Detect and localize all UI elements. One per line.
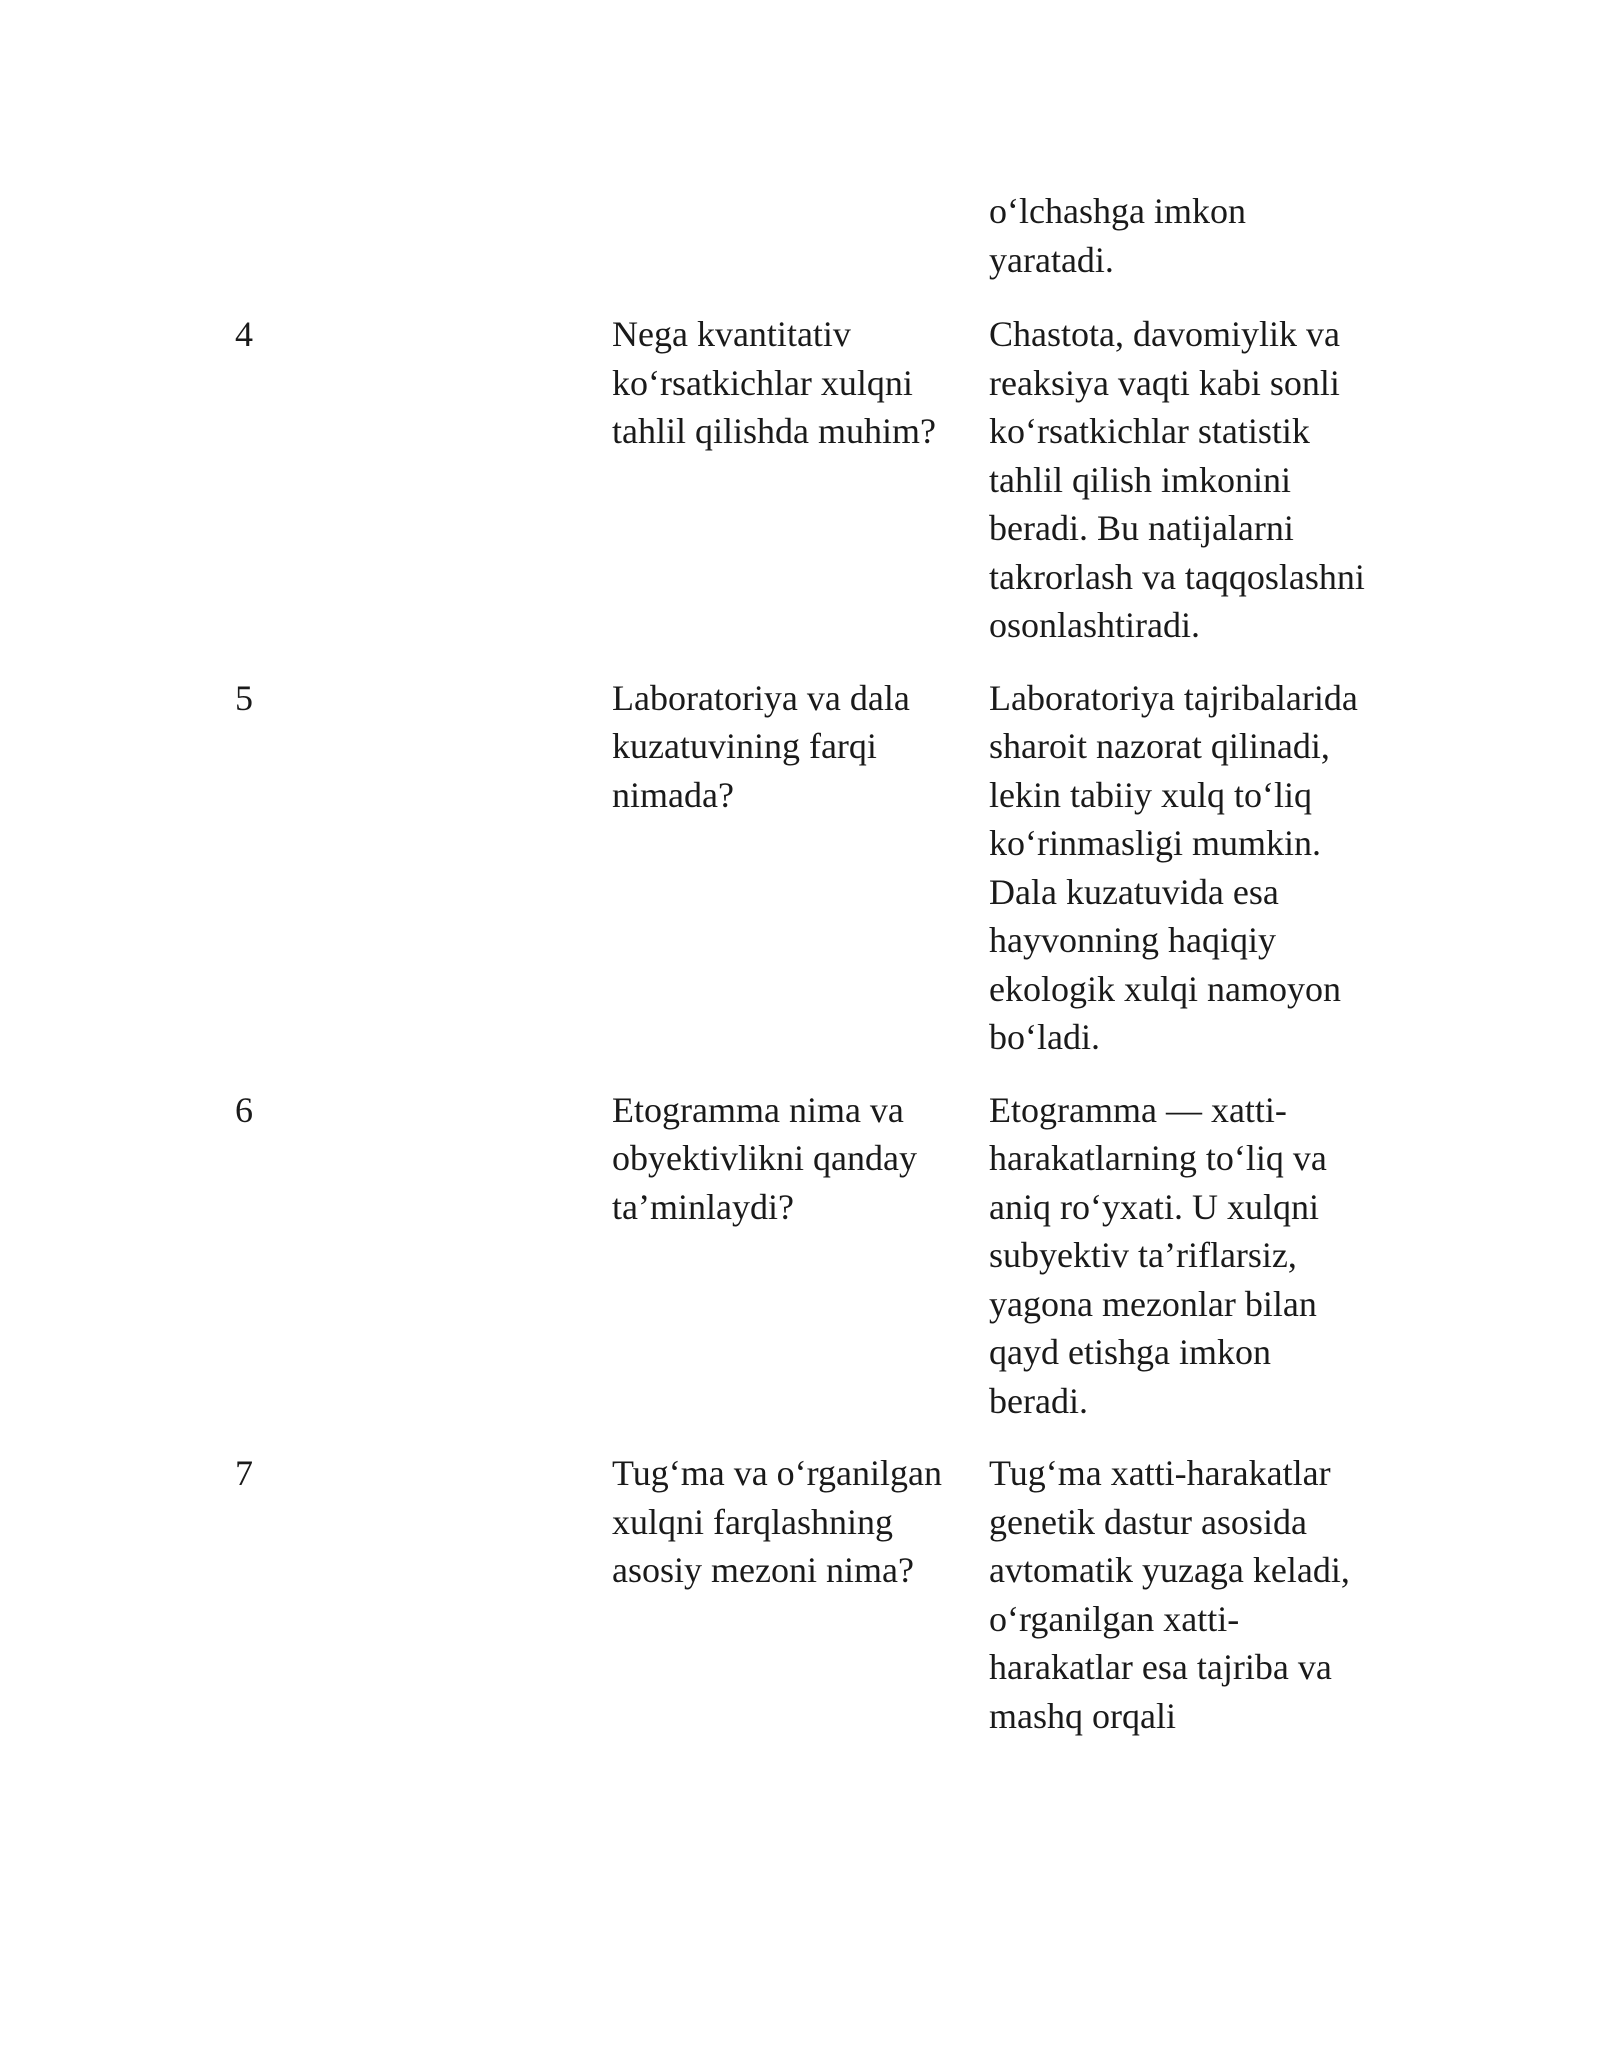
question-text: Tug‘ma va o‘rganilgan xulqni farqlashning asosiy mezoni nima? bbox=[612, 1453, 942, 1590]
answer-text: Tug‘ma xatti-harakatlar genetik dastur asosida avtomatik yuzaga keladi, o‘rganilgan xatti-harakatlar esa tajriba va mashq orqali bbox=[989, 1453, 1350, 1736]
answer-cell bbox=[989, 1449, 1365, 1764]
table-row bbox=[235, 674, 1365, 1086]
answer-cell bbox=[989, 674, 1365, 1086]
question-text: Nega kvantitativ ko‘rsatkichlar xulqni tahlil qilishda muhim? bbox=[612, 314, 936, 451]
table-row bbox=[235, 1086, 1365, 1450]
answer-cell bbox=[989, 310, 1365, 674]
table-row bbox=[235, 310, 1365, 674]
row-number-cell bbox=[235, 1449, 612, 1764]
row-number: 4 bbox=[235, 314, 253, 354]
continuation-answer-text: o‘lchashga imkon yaratadi. bbox=[989, 191, 1246, 280]
row-number: 6 bbox=[235, 1089, 253, 1130]
row-number: 5 bbox=[235, 677, 253, 718]
answer-text: Etogramma — xatti-harakatlarning to‘liq va aniq ro‘yxati. U xulqni subyektiv ta’riflarsiz, yagona mezonlar bilan qayd etishga imkon beradi. bbox=[989, 1089, 1327, 1421]
question-text: Etogramma nima va obyektivlikni qanday ta’minlaydi? bbox=[612, 1089, 917, 1227]
question-cell bbox=[612, 674, 989, 1086]
qa-table bbox=[235, 310, 1365, 1764]
question-cell bbox=[612, 1449, 989, 1764]
answer-text: Chastota, davomiylik va reaksiya vaqti kabi sonli ko‘rsatkichlar statistik tahlil qilish imkonini beradi. Bu natijalarni takrorlash va taqqoslashni osonlashtiradi. bbox=[989, 314, 1365, 645]
row-number-cell bbox=[235, 310, 612, 674]
row-number: 7 bbox=[235, 1453, 253, 1493]
table-row bbox=[235, 1449, 1365, 1764]
question-cell bbox=[612, 310, 989, 674]
answer-cell bbox=[989, 1086, 1365, 1450]
row-number-cell bbox=[235, 674, 612, 1086]
answer-text: Laboratoriya tajribalarida sharoit nazorat qilinadi, lekin tabiiy xulq to‘liq ko‘rinmasligi mumkin. Dala kuzatuvida esa hayvonning haqiqiy ekologik xulqi namoyon bo‘ladi. bbox=[989, 677, 1358, 1057]
question-text: Laboratoriya va dala kuzatuvining farqi nimada? bbox=[612, 677, 910, 815]
question-cell bbox=[612, 1086, 989, 1450]
row-number-cell bbox=[235, 1086, 612, 1450]
